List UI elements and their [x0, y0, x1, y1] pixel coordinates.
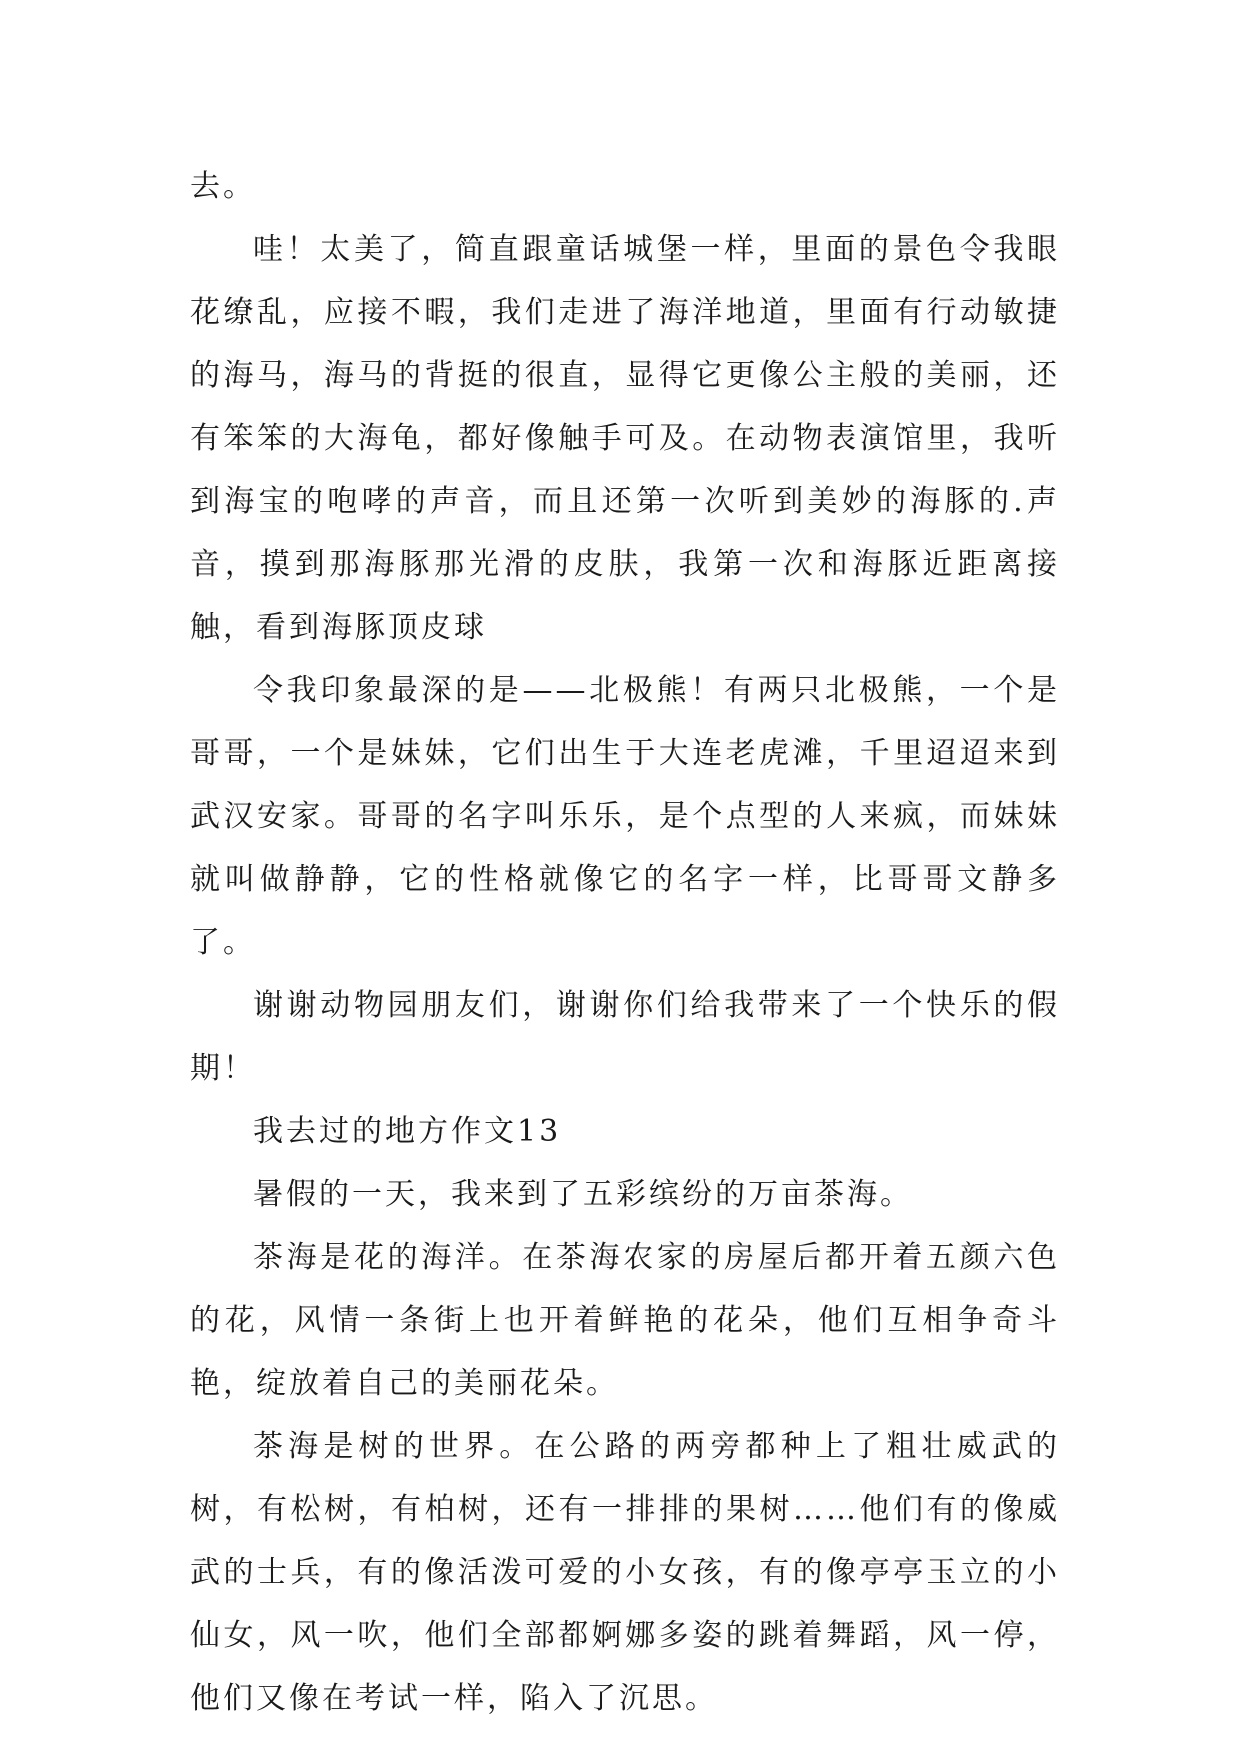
document-page	[190, 155, 1060, 1730]
paragraph-intro: 暑假的一天，我来到了五彩缤纷的万亩茶海。	[253, 1177, 913, 1212]
paragraph-flowers: 茶海是花的海洋。在茶海农家的房屋后都开着五颜六色的花，风情一条街上也开着鲜艳的花朵，他们互相争奇斗艳，绽放着自己的美丽花朵。	[190, 1240, 1060, 1401]
paragraph-polar-bears: 令我印象最深的是——北极熊！有两只北极熊，一个是哥哥，一个是妹妹，它们出生于大连老虎滩，千里迢迢来到武汉安家。哥哥的名字叫乐乐，是个点型的人来疯，而妹妹就叫做静静，它的性格就像它的名字一样，比哥哥文静多了。	[190, 673, 1060, 960]
paragraph-trees: 茶海是树的世界。在公路的两旁都种上了粗壮威武的树，有松树，有柏树，还有一排排的果树……他们有的像威武的士兵，有的像活泼可爱的小女孩，有的像亭亭玉立的小仙女，风一吹，他们全部都婀娜多姿的跳着舞蹈，风一停，他们又像在考试一样，陷入了沉思。	[190, 1429, 1060, 1716]
paragraph-aquarium: 哇！太美了，简直跟童话城堡一样，里面的景色令我眼花缭乱，应接不暇，我们走进了海洋地道，里面有行动敏捷的海马，海马的背挺的很直，显得它更像公主般的美丽，还有笨笨的大海龟，都好像触手可及。在动物表演馆里，我听到海宝的咆哮的声音，而且还第一次听到美妙的海豚的.声音，摸到那海豚那光滑的皮肤，我第一次和海豚近距离接触，看到海豚顶皮球	[190, 232, 1060, 645]
paragraph-continuation: 去。	[190, 169, 256, 204]
essay-title: 我去过的地方作文13	[253, 1114, 562, 1149]
paragraph-thanks: 谢谢动物园朋友们，谢谢你们给我带来了一个快乐的假期！	[190, 988, 1060, 1086]
